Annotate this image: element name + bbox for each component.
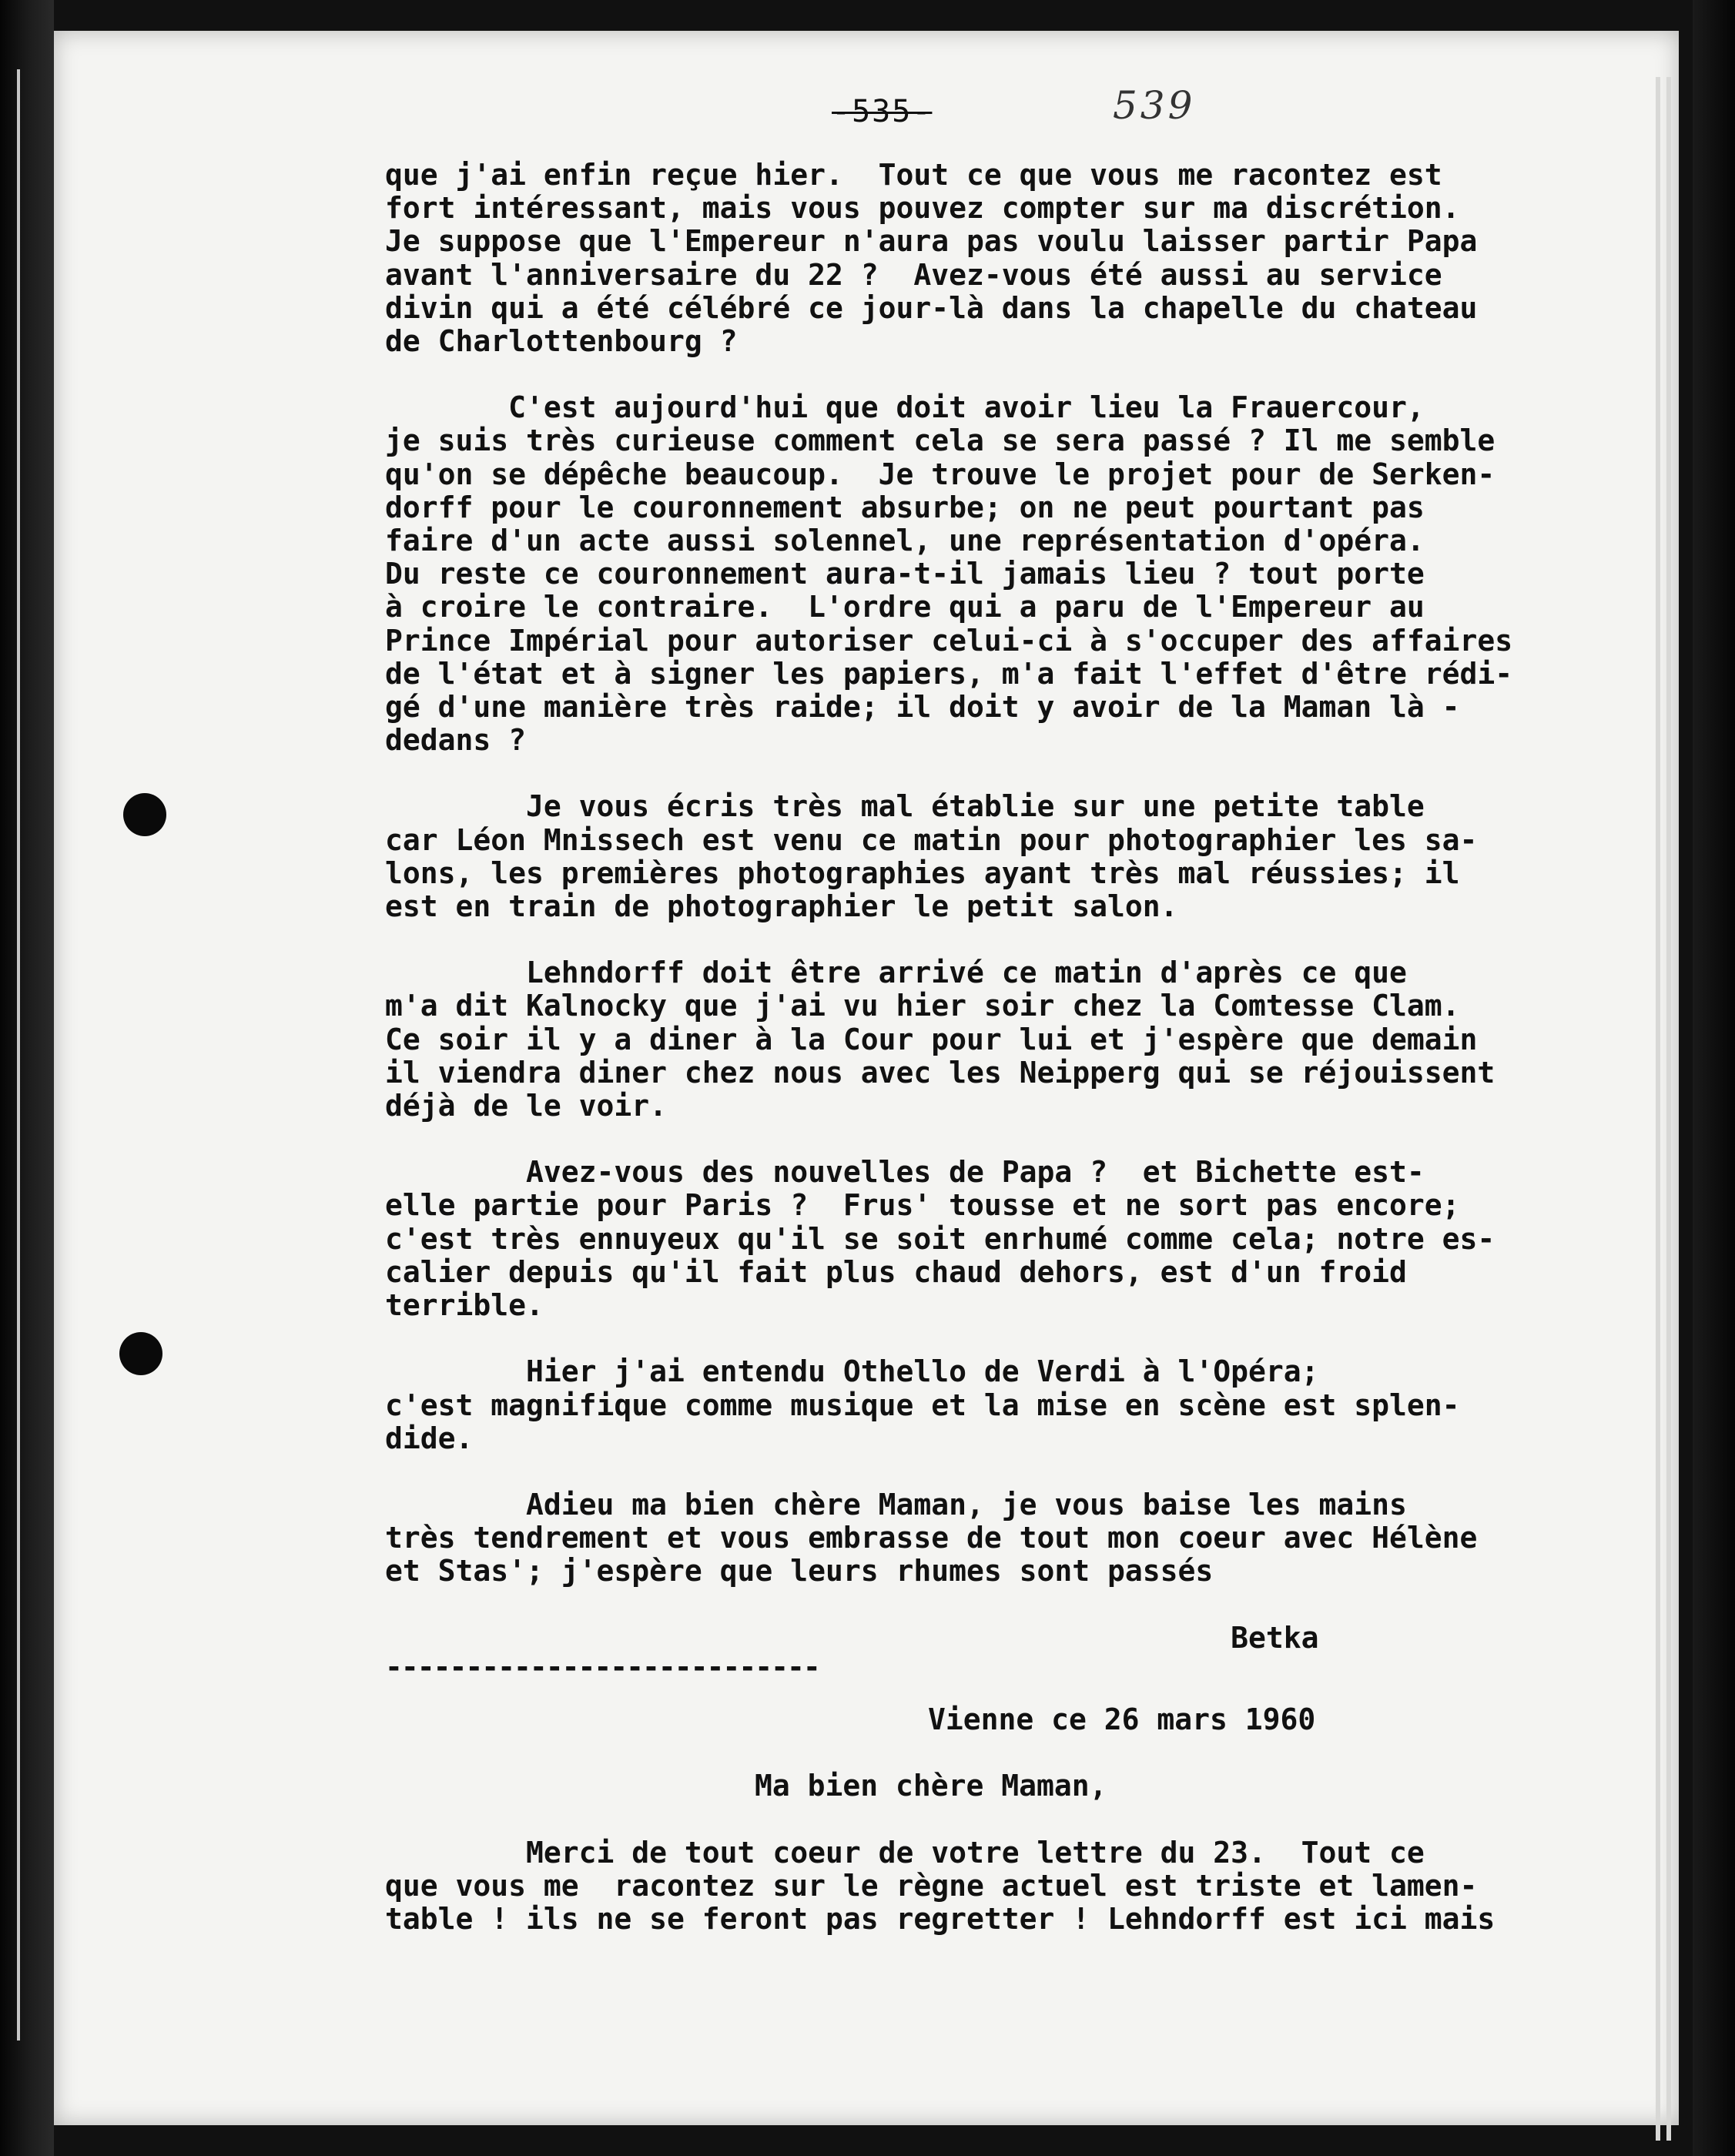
text-line: Du reste ce couronnement aura-t-il jamais lieu ? tout porte xyxy=(385,557,1425,591)
paragraph-gap xyxy=(385,1589,1633,1622)
page-stack-edge xyxy=(1666,77,1671,2141)
text-line: que vous me racontez sur le règne actuel est triste et lamen- xyxy=(385,1869,1478,1903)
page-stack-edge xyxy=(1656,77,1660,2141)
text-line: Lehndorff doit être arrivé ce matin d'après ce que xyxy=(385,956,1407,990)
text-line: Avez-vous des nouvelles de Papa ? et Bichette est- xyxy=(385,1155,1425,1190)
text-line: elle partie pour Paris ? Frus' tousse et ne sort pas encore; xyxy=(385,1188,1460,1223)
paragraph-gap xyxy=(385,923,1633,956)
scan-right-edge xyxy=(1693,0,1735,2156)
paragraph-gap xyxy=(385,1455,1633,1488)
text-line: il viendra diner chez nous avec les Neipperg qui se réjouissent xyxy=(385,1055,1496,1090)
paragraph-gap xyxy=(385,1123,1633,1156)
text-line: divin qui a été célébré ce jour-là dans la chapelle du chateau xyxy=(385,290,1478,325)
text-line: dedans ? xyxy=(385,723,527,758)
text-line: est en train de photographier le petit salon. xyxy=(385,889,1178,924)
text-line: Je vous écris très mal établie sur une petite table xyxy=(385,789,1425,824)
text-line: à croire le contraire. L'ordre qui a paru de l'Empereur au xyxy=(385,590,1425,624)
signature: Betka xyxy=(385,1620,1319,1655)
text-line: de Charlottenbourg ? xyxy=(385,324,738,359)
text-line: terrible. xyxy=(385,1288,544,1323)
scan-left-edge xyxy=(0,0,54,2156)
letter-separator: --------------------------- xyxy=(385,1650,819,1684)
text-line: Ce soir il y a diner à la Cour pour lui et j'espère que demain xyxy=(385,1022,1478,1056)
text-line: table ! ils ne se feront pas regretter ! Lehndorff est ici mais xyxy=(385,1902,1496,1937)
letter-date: Vienne ce 26 mars 1960 xyxy=(928,1702,1316,1736)
letter-salutation: Ma bien chère Maman, xyxy=(755,1769,1107,1803)
handwritten-page-number: 539 xyxy=(1113,83,1196,128)
text-line: fort intéressant, mais vous pouvez compter sur ma discrétion. xyxy=(385,191,1460,226)
text-line: dide. xyxy=(385,1421,474,1455)
text-line: calier depuis qu'il fait plus chaud dehors, est d'un froid xyxy=(385,1254,1407,1289)
text-line: Merci de tout coeur de votre lettre du 23. Tout ce xyxy=(385,1836,1425,1870)
text-line: déjà de le voir. xyxy=(385,1089,668,1123)
text-line: dorff pour le couronnement absurbe; on ne peut pourtant pas xyxy=(385,490,1425,524)
text-line: qu'on se dépêche beaucoup. Je trouve le projet pour de Serken- xyxy=(385,457,1496,491)
page-number-text: -535- xyxy=(832,94,933,129)
text-line: car Léon Mnissech est venu ce matin pour photographier les sa- xyxy=(385,822,1478,857)
page-number xyxy=(832,94,932,129)
text-line: gé d'une manière très raide; il doit y avoir de la Maman là - xyxy=(385,690,1460,725)
text-line: Je suppose que l'Empereur n'aura pas voulu laisser partir Papa xyxy=(385,224,1478,259)
text-line: c'est magnifique comme musique et la mise en scène est splen- xyxy=(385,1388,1460,1422)
text-line: C'est aujourd'hui que doit avoir lieu la Frauercour, xyxy=(385,390,1425,425)
text-line: Prince Impérial pour autoriser celui-ci à s'occuper des affaires xyxy=(385,623,1513,658)
text-line: avant l'anniversaire du 22 ? Avez-vous été aussi au service xyxy=(385,257,1442,292)
second-letter-body xyxy=(385,1836,1633,1937)
text-line: Hier j'ai entendu Othello de Verdi à l'Opéra; xyxy=(385,1354,1319,1389)
paragraph-gap xyxy=(385,1322,1633,1355)
binder-edge-line xyxy=(17,69,20,2040)
text-line: lons, les premières photographies ayant très mal réussies; il xyxy=(385,855,1460,890)
text-line: et Stas'; j'espère que leurs rhumes sont passés xyxy=(385,1554,1214,1589)
paragraph-gap xyxy=(385,757,1633,790)
text-line: Adieu ma bien chère Maman, je vous baise les mains xyxy=(385,1487,1407,1522)
text-line: c'est très ennuyeux qu'il se soit enrhumé comme cela; notre es- xyxy=(385,1221,1496,1256)
text-line: m'a dit Kalnocky que j'ai vu hier soir chez la Comtesse Clam. xyxy=(385,989,1460,1023)
paragraph-gap xyxy=(385,358,1633,391)
text-line: que j'ai enfin reçue hier. Tout ce que vous me racontez est xyxy=(385,158,1442,192)
letter-body xyxy=(385,159,1633,1655)
punch-hole xyxy=(119,1332,162,1375)
text-line: de l'état et à signer les papiers, m'a fait l'effet d'être rédi- xyxy=(385,656,1513,691)
punch-hole xyxy=(123,793,166,836)
text-line: je suis très curieuse comment cela se sera passé ? Il me semble xyxy=(385,424,1496,458)
text-line: faire d'un acte aussi solennel, une représentation d'opéra. xyxy=(385,524,1425,558)
text-line: très tendrement et vous embrasse de tout mon coeur avec Hélène xyxy=(385,1521,1478,1555)
